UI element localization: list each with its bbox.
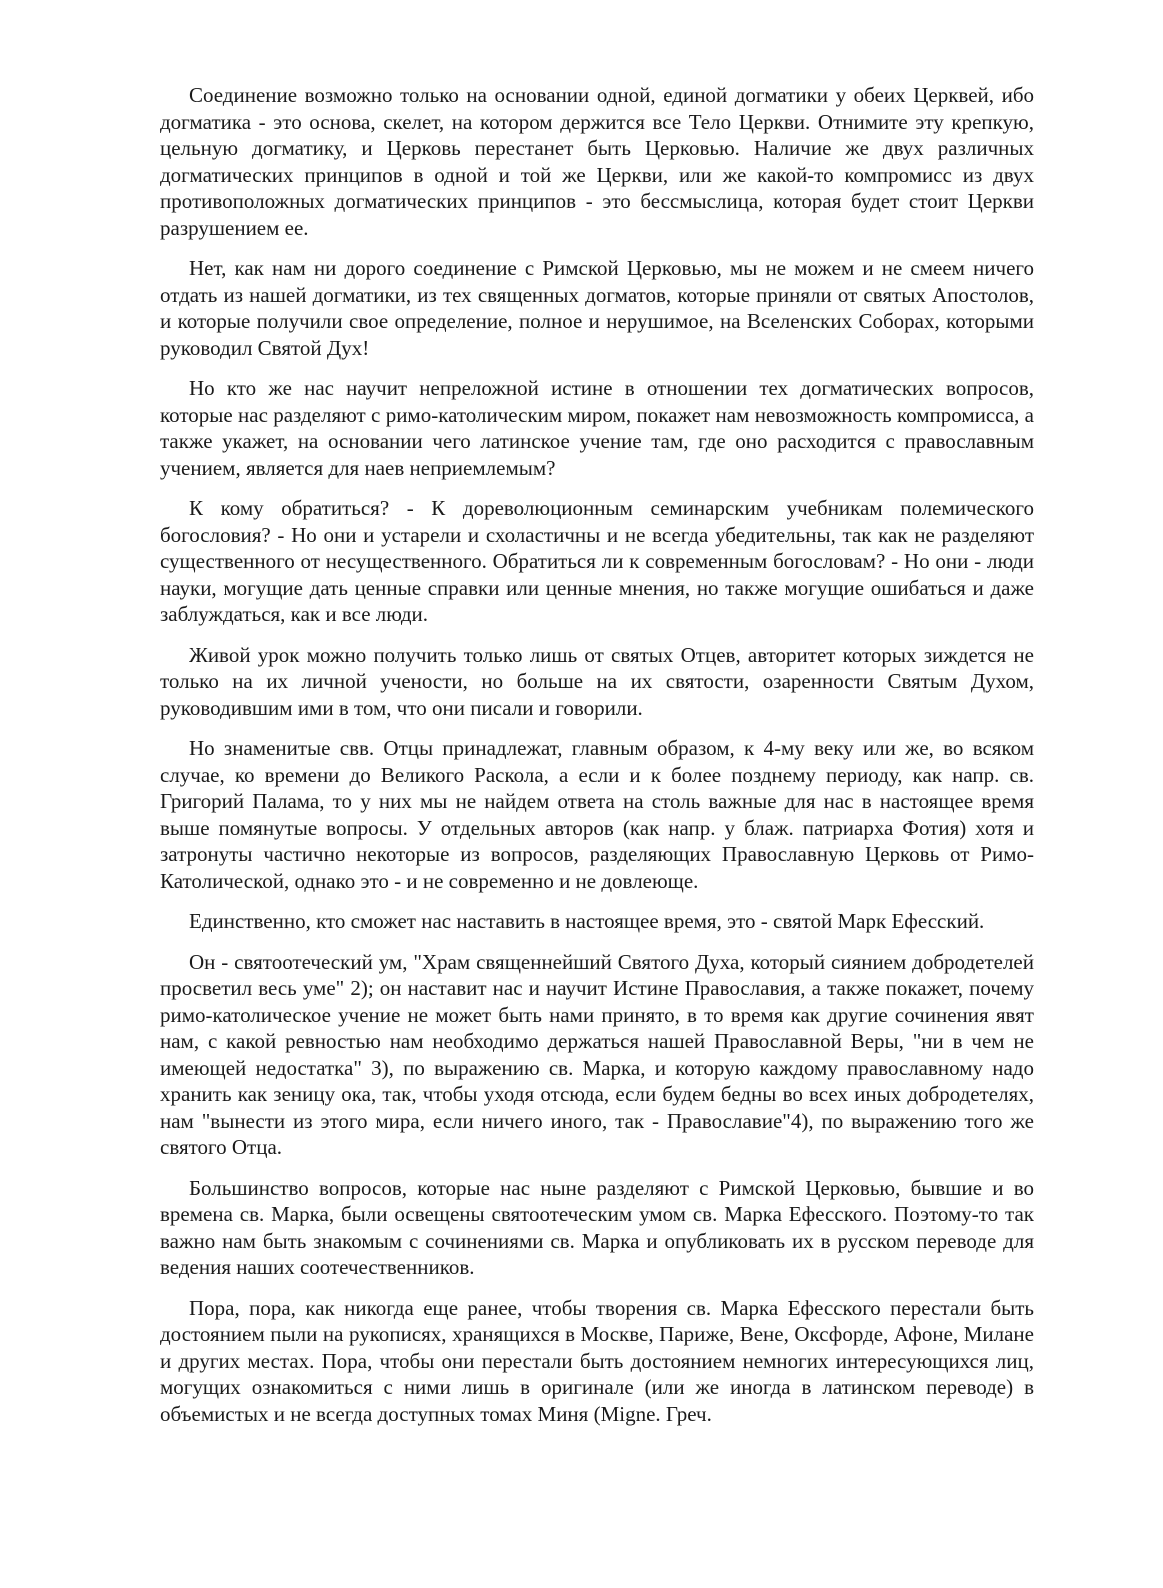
paragraph-6: Но знаменитые свв. Отцы принадлежат, главным образом, к 4-му веку или же, во всяком случае, ко времени до Великого Раскола, а если и к более позднему периоду, как напр. св. Григорий Палама, то у них мы не найдем ответа на столь важные для нас в настоящее время выше помянутые вопросы. У отдельных авторов (как напр. у блаж. патриарха Фотия) хотя и затронуты частично некоторые из вопросов, разделяющих Православную Церковь от Римо-Католической, однако это - и не современно и не довлеюще. xyxy=(160,736,1034,893)
paragraph-4: К кому обратиться? - К дореволюционным семинарским учебникам полемического богословия? - Но они и устарели и схоластичны и не всегда убедительны, так как не разделяют существенного от несущественного. Обратиться ли к современным богословам? - Но они - люди науки, могущие дать ценные справки или ценные мнения, но также могущие ошибаться и даже заблуждаться, как и все люди. xyxy=(160,496,1034,626)
document-page xyxy=(160,82,1034,1441)
paragraph-9: Большинство вопросов, которые нас ныне разделяют с Римской Церковью, бывшие и во времена св. Марка, были освещены святоотеческим умом св. Марка Ефесского. Поэтому-то так важно нам быть знакомым с сочинениями св. Марка и опубликовать их в русском переводе для ведения наших соотечественников. xyxy=(160,1175,1034,1279)
paragraph-2: Нет, как нам ни дорого соединение с Римской Церковью, мы не можем и не смеем ничего отдать из нашей догматики, из тех священных догматов, которые приняли от святых Апостолов, и которые получили свое определение, полное и нерушимое, на Вселенских Соборах, которыми руководил Святой Дух! xyxy=(160,256,1034,360)
paragraph-8: Он - святоотеческий ум, "Храм священнейший Святого Духа, который сиянием добродетелей просветил весь уме" 2); он наставит нас и научит Истине Православия, а также покажет, почему римо-католическое учение не может быть нами принято, в то время как другие сочинения явят нам, с какой ревностью нам необходимо держаться нашей Православной Веры, "ни в чем не имеющей недостатка" 3), по выражению св. Марка, и которую каждому православному надо хранить как зеницу ока, так, чтобы уходя отсюда, если будем бедны во всех иных добродетелях, нам "вынести из этого мира, если ничего иного, так - Православие"4), по выражению того же святого Отца. xyxy=(160,949,1034,1159)
paragraph-1: Соединение возможно только на основании одной, единой догматики у обеих Церквей, ибо догматика - это основа, скелет, на котором держится все Тело Церкви. Отнимите эту крепкую, цельную догматику, и Церковь перестанет быть Церковью. Наличие же двух различных догматических принципов в одной и той же Церкви, или же какой-то компромисс из двух противоположных догматических принципов - это бессмыслица, которая будет стоит Церкви разрушением ее. xyxy=(160,83,1034,240)
paragraph-7: Единственно, кто сможет нас наставить в настоящее время, это - святой Марк Ефесский. xyxy=(189,909,985,933)
paragraph-5: Живой урок можно получить только лишь от святых Отцев, авторитет которых зиждется не только на их личной учености, но больше на их святости, озаренности Святым Духом, руководившим ими в том, что они писали и говорили. xyxy=(160,642,1034,720)
paragraph-10: Пора, пора, как никогда еще ранее, чтобы творения св. Марка Ефесского перестали быть достоянием пыли на рукописях, хранящихся в Москве, Париже, Вене, Оксфорде, Афоне, Милане и других местах. Пора, чтобы они перестали быть достоянием немногих интересующихся лиц, могущих ознакомиться с ними лишь в оригинале (или же иногда в латинском переводе) в объемистых и не всегда доступных томах Миня (Migne. Греч. xyxy=(160,1295,1034,1426)
paragraph-3: Но кто же нас научит непреложной истине в отношении тех догматических вопросов, которые нас разделяют с римо-католическим миром, покажет нам невозможность компромисса, а также укажет, на основании чего латинское учение там, где оно расходится с православным учением, является для наев неприемлемым? xyxy=(160,376,1034,480)
